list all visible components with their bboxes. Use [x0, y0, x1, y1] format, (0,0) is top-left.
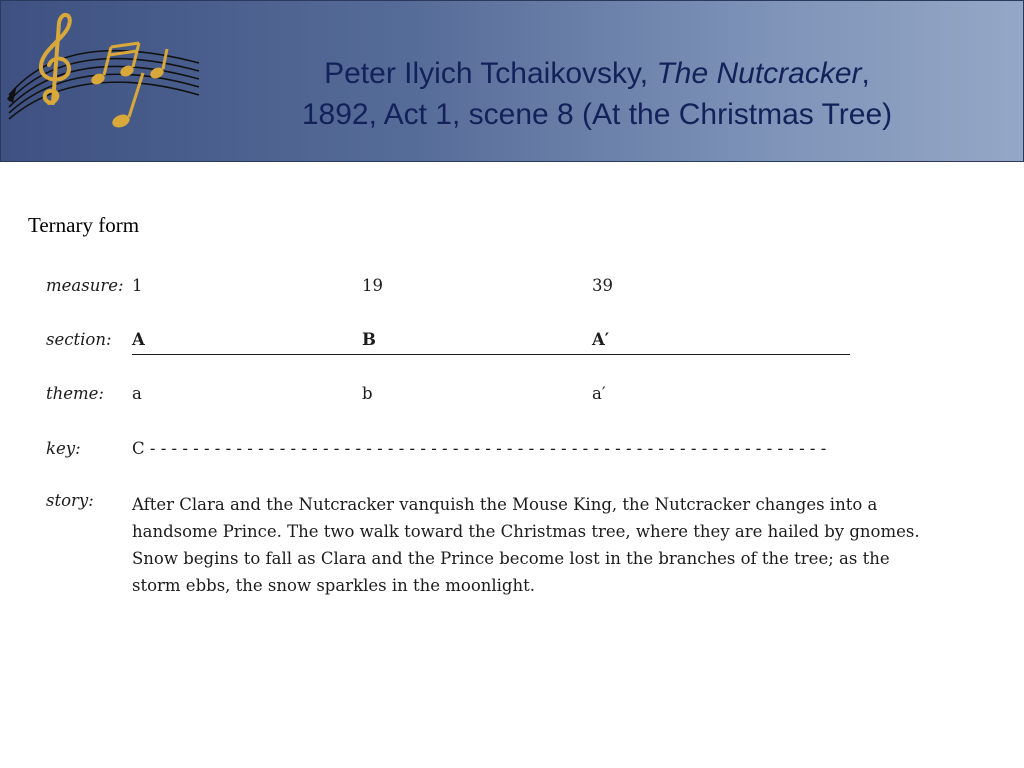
story-line: After Clara and the Nutcracker vanquish the Mouse King, the Nutcracker changes into a: [132, 495, 878, 514]
title-work: The Nutcracker: [656, 57, 862, 90]
story-line: Snow begins to fall as Clara and the Prince become lost in the branches of the tree; as the: [132, 549, 890, 568]
section-value: B: [362, 330, 376, 349]
slide-title: [197, 53, 997, 135]
measure-label: measure:: [46, 276, 124, 295]
title-banner: [0, 0, 1024, 162]
treble-clef-music-staff-icon: [3, 3, 203, 133]
measure-value: 1: [132, 276, 143, 295]
story-label: story:: [46, 491, 94, 510]
title-details: 1892, Act 1, scene 8 (At the Christmas Tree): [301, 98, 893, 131]
theme-value: a: [132, 384, 142, 403]
key-label: key:: [46, 439, 81, 458]
story-line: handsome Prince. The two walk toward the Christmas tree, where they are hailed by gnomes.: [132, 522, 920, 541]
story-line: storm ebbs, the snow sparkles in the moonlight.: [132, 576, 536, 595]
title-comma: ,: [861, 57, 870, 90]
section-underline: [132, 354, 850, 355]
measure-value: 39: [592, 276, 613, 295]
section-value: A: [132, 330, 145, 349]
theme-value: a′: [592, 384, 606, 403]
story-text: [132, 491, 982, 599]
form-heading: Ternary form: [28, 213, 140, 237]
section-label: section:: [46, 330, 112, 349]
measure-value: 19: [362, 276, 383, 295]
section-value: A′: [592, 330, 610, 349]
theme-value: b: [362, 384, 373, 403]
title-composer: Peter Ilyich Tchaikovsky,: [324, 57, 657, 90]
theme-label: theme:: [46, 384, 104, 403]
key-value: C - - - - - - - - - - - - - - - - - - - - - - - - - - - - - - - - - - - - - - - - - - - - - - - - - - - - - - - - - - - - - - -: [132, 439, 827, 458]
